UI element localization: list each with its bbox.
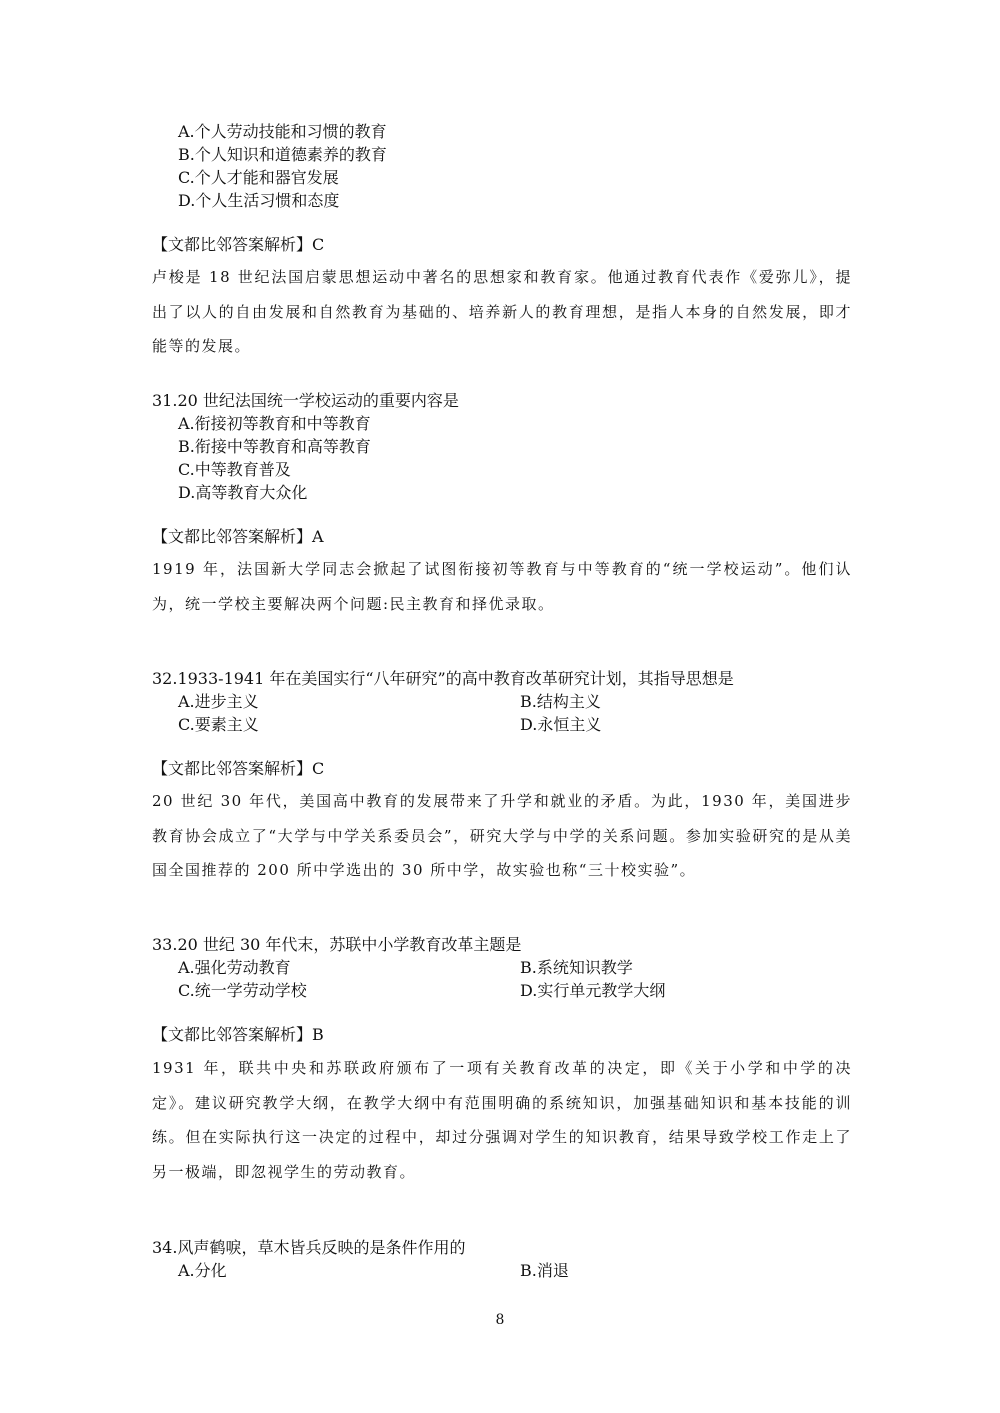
q32-answer: 【文都比邻答案解析】C	[152, 759, 325, 778]
q30-option-c: C.个人才能和器官发展	[178, 168, 339, 187]
q32-explanation: 20 世纪 30 年代，美国高中教育的发展带来了升学和就业的矛盾。为此，1930 年，美国进步教育协会成立了“大学与中学关系委员会”，研究大学与中学的关系问题。参加实验研究的是从美国全国推荐的 200 所中学选出的 30 所中学，故实验也称“三十校实验”。	[152, 792, 852, 879]
q33-option-c: C.统一学劳动学校	[178, 981, 307, 1000]
q31-explanation: 1919 年，法国新大学同志会掀起了试图衔接初等教育与中等教育的“统一学校运动”。他们认为，统一学校主要解决两个问题:民主教育和择优录取。	[152, 560, 852, 613]
q31-option-d: D.高等教育大众化	[178, 483, 308, 502]
q33-stem: 33.20 世纪 30 年代末，苏联中小学教育改革主题是	[152, 935, 522, 954]
page-number: 8	[495, 1312, 505, 1328]
q34-option-b: B.消退	[520, 1261, 569, 1280]
q33-option-d: D.实行单元教学大纲	[520, 981, 666, 1000]
q32-option-c: C.要素主义	[178, 715, 259, 734]
q30-answer: 【文都比邻答案解析】C	[152, 235, 325, 254]
q31-answer: 【文都比邻答案解析】A	[152, 527, 324, 546]
q31-option-c: C.中等教育普及	[178, 460, 291, 479]
q31-option-a: A.衔接初等教育和中等教育	[178, 414, 371, 433]
q32-option-a: A.进步主义	[178, 692, 259, 711]
q30-option-b: B.个人知识和道德素养的教育	[178, 145, 387, 164]
q30-option-a: A.个人劳动技能和习惯的教育	[178, 122, 387, 141]
q30-option-d: D.个人生活习惯和态度	[178, 191, 340, 210]
q33-answer: 【文都比邻答案解析】B	[152, 1025, 324, 1044]
q31-option-b: B.衔接中等教育和高等教育	[178, 437, 371, 456]
q33-option-a: A.强化劳动教育	[178, 958, 291, 977]
q31-stem: 31.20 世纪法国统一学校运动的重要内容是	[152, 391, 459, 410]
q32-stem: 32.1933-1941 年在美国实行“八年研究”的高中教育改革研究计划，其指导思想是	[152, 669, 734, 688]
q32-option-b: B.结构主义	[520, 692, 601, 711]
q30-explanation: 卢梭是 18 世纪法国启蒙思想运动中著名的思想家和教育家。他通过教育代表作《爱弥儿》，提出了以人的自由发展和自然教育为基础的、培养新人的教育理想，是指人本身的自然发展，即才能等的发展。	[152, 268, 852, 355]
q34-stem: 34.风声鹤唳，草木皆兵反映的是条件作用的	[152, 1238, 466, 1257]
q34-option-a: A.分化	[178, 1261, 227, 1280]
q33-explanation: 1931 年，联共中央和苏联政府颁布了一项有关教育改革的决定，即《关于小学和中学的决定》。建议研究教学大纲，在教学大纲中有范围明确的系统知识，加强基础知识和基本技能的训练。但在实际执行这一决定的过程中，却过分强调对学生的知识教育，结果导致学校工作走上了另一极端，即忽视学生的劳动教育。	[152, 1059, 852, 1181]
q33-option-b: B.系统知识教学	[520, 958, 633, 977]
q32-option-d: D.永恒主义	[520, 715, 602, 734]
